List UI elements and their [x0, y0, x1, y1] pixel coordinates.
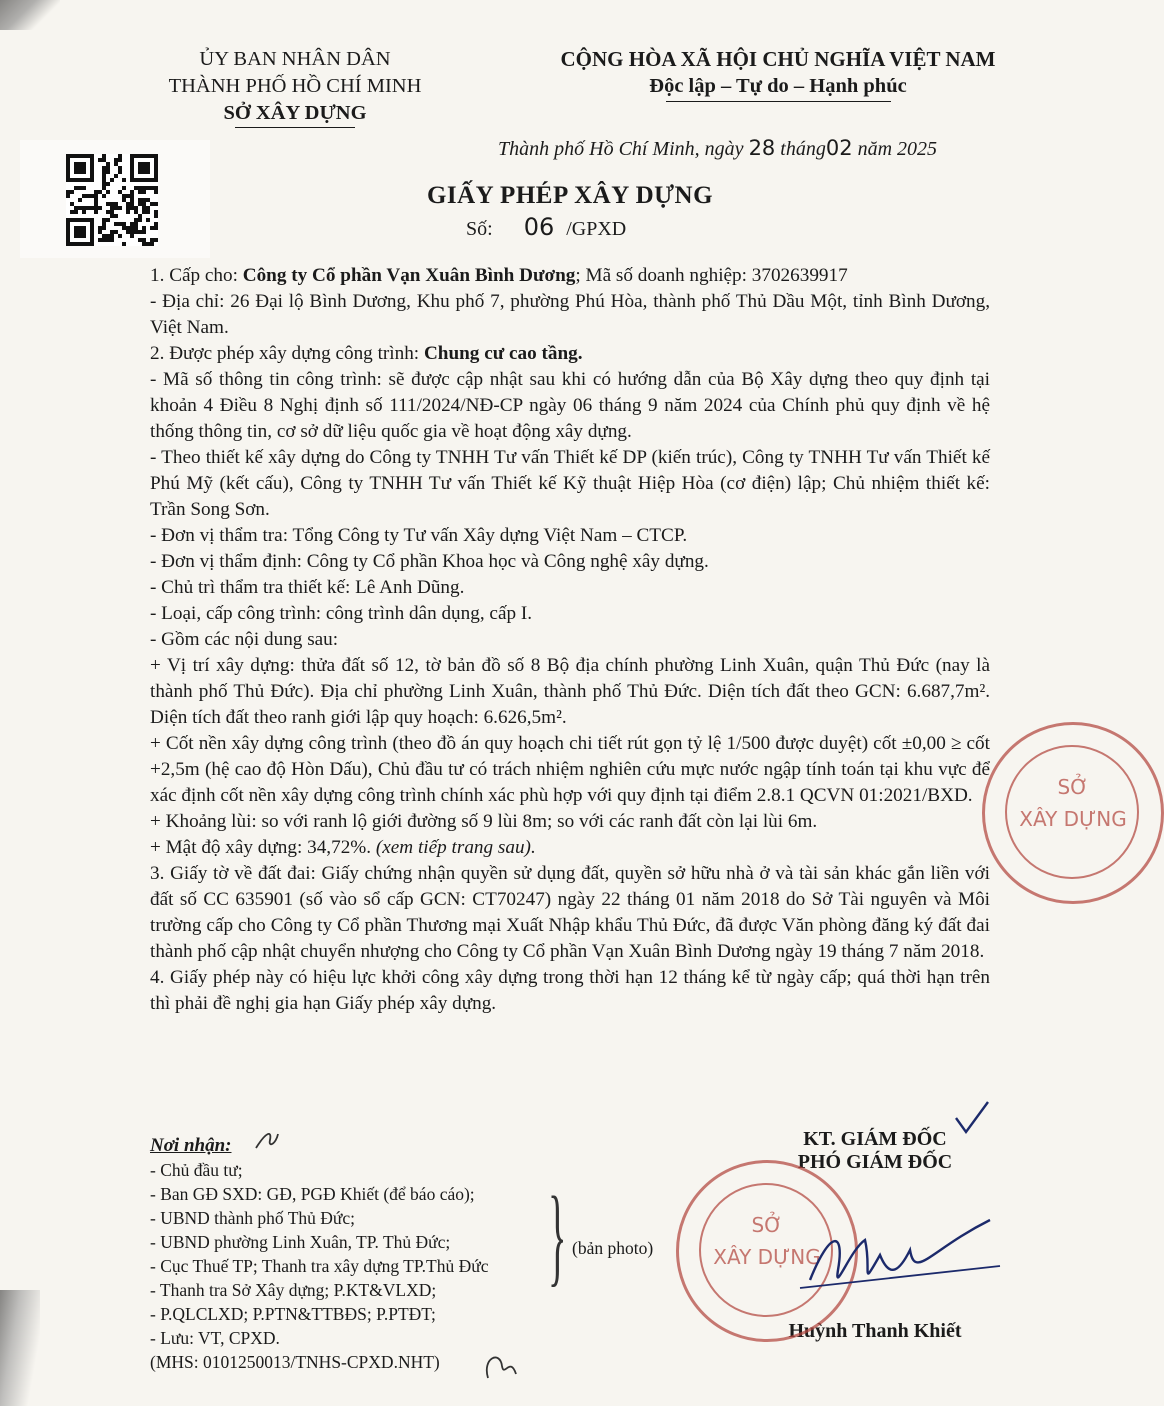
national-motto: Độc lập – Tự do – Hạnh phúc [649, 75, 907, 97]
section-2-item: - Chủ trì thẩm tra thiết kế: Lê Anh Dũng. [150, 577, 465, 598]
section-2-item: - Theo thiết kế xây dựng do Công ty TNHH Tư vấn Thiết kế DP (kiến trúc), Công ty TNHH Tư vấn Thiết kế Phú Mỹ (kết cấu), Công ty TNHH Tư vấn Thiết kế Kỹ thuật Hiệp Hòa (cơ điện) lập; Chủ nhiệm thiết kế: Trần Song Sơn. [150, 447, 990, 520]
issuer-header [140, 46, 450, 128]
qr-code-icon [66, 154, 158, 246]
recipient-item: - UBND phường Linh Xuân, TP. Thủ Đức; [150, 1232, 451, 1252]
issuer-line-2: THÀNH PHỐ HỒ CHÍ MINH [168, 75, 422, 97]
signature-line-1: KT. GIÁM ĐỐC [803, 1128, 947, 1150]
recipients-block [150, 1134, 488, 1374]
recipient-item: (MHS: 0101250013/TNHS-CPXD.NHT) [150, 1352, 440, 1372]
recipient-item: - Ban GĐ SXD: GĐ, PGĐ Khiết (để báo cáo); [150, 1184, 475, 1204]
date-month-label: tháng [780, 138, 826, 160]
date-prefix: Thành phố Hồ Chí Minh, ngày [498, 138, 744, 160]
signature-line-2: PHÓ GIÁM ĐỐC [797, 1151, 953, 1173]
approval-tick-icon [952, 1100, 992, 1140]
date-year: năm 2025 [857, 138, 938, 160]
recipients-title-text: Nơi nhận: [150, 1135, 232, 1156]
recipients-title [150, 1134, 488, 1158]
section-1-label: 1. Cấp cho: [150, 265, 238, 286]
photo-copy-note: (bản photo) [572, 1238, 654, 1258]
recipient-item: - Thanh tra Sở Xây dựng; P.KT&VLXD; [150, 1280, 437, 1300]
motto-underline [666, 101, 891, 102]
recipient-item: - P.QLCLXD; P.PTN&TTBĐS; P.PTĐT; [150, 1304, 436, 1324]
number-suffix: /GPXD [566, 218, 627, 240]
initial-mark-icon [252, 1128, 282, 1154]
recipient-item: - Chủ đầu tư; [150, 1160, 243, 1180]
seal-right-center-bottom: XÂY DỰNG [1019, 807, 1127, 831]
section-3-land-documents: 3. Giấy tờ về đất đai: Giấy chứng nhận quyền sử dụng đất, quyền sở hữu nhà ở và tài sản khác gắn liền với đất số CC 635901 (số vào sổ cấp GCN: CT70247) ngày 22 tháng 01 năm 2018 do Sở Tài nguyên và Môi trường cấp cho Công ty Cổ phần Thương mại Xuất Nhập khẩu Thủ Đức, đã được Văn phòng đăng ký đất đai thành phố cập nhật chuyển nhượng cho Công ty Cổ phần Vạn Xuân Bình Dương ngày 19 tháng 7 năm 2018. [150, 863, 990, 962]
construction-location: + Vị trí xây dựng: thửa đất số 12, tờ bản đồ số 8 Bộ địa chính phường Linh Xuân, quận Thủ Đức (nay là thành phố Thủ Đức). Địa chỉ phường Linh Xuân, thành phố Thủ Đức. Diện tích đất theo GCN: 6.687,7m². Diện tích đất theo ranh giới lập quy hoạch: 6.626,5m². [150, 655, 990, 728]
number-value: 06 [523, 213, 555, 241]
national-header [518, 46, 1038, 102]
recipient-item: - UBND thành phố Thủ Đức; [150, 1208, 356, 1228]
national-title: CỘNG HÒA XÃ HỘI CHỦ NGHĨA VIỆT NAM [560, 47, 996, 71]
brace-icon: } [548, 1174, 567, 1296]
seal-center-top: SỞ [751, 1213, 783, 1237]
building-density [150, 835, 990, 861]
paper-edge-bottom-left [0, 1290, 40, 1406]
permit-body [150, 263, 990, 1017]
initial-mark-bottom-icon [480, 1348, 520, 1388]
grantee-company: Công ty Cổ phần Vạn Xuân Bình Dương [242, 265, 576, 286]
date-day: 28 [748, 136, 776, 160]
recipient-item: - Lưu: VT, CPXD. [150, 1328, 280, 1348]
section-2-item: - Loại, cấp công trình: công trình dân dụng, cấp I. [150, 603, 533, 624]
paper-edge-top-left [0, 0, 60, 30]
document-title: GIẤY PHÉP XÂY DỰNG [426, 182, 714, 209]
date-month: 02 [825, 136, 853, 160]
project-name: Chung cư cao tầng. [423, 343, 583, 364]
section-1 [150, 263, 990, 289]
issuer-line-3: SỞ XÂY DỰNG [223, 102, 367, 124]
seal-right-center-top: SỞ [1057, 775, 1089, 799]
section-2-heading [150, 341, 990, 367]
section-2-item: - Gồm các nội dung sau: [150, 629, 339, 650]
issuer-line-1: ỦY BAN NHÂN DÂN [199, 48, 391, 70]
official-seal-right-edge [982, 722, 1164, 904]
section-4-validity: 4. Giấy phép này có hiệu lực khởi công xây dựng trong thời hạn 12 tháng kể từ ngày cấp; quá thời hạn trên thì phải đề nghị gia hạn Giấy phép xây dựng. [150, 967, 990, 1014]
signer-name: Huỳnh Thanh Khiết [788, 1320, 962, 1342]
handwritten-signature-icon [790, 1210, 1020, 1330]
section-2-item: - Đơn vị thẩm định: Công ty Cổ phần Khoa học và Công nghệ xây dựng. [150, 551, 709, 572]
section-2-item: - Đơn vị thẩm tra: Tổng Công ty Tư vấn Xây dựng Việt Nam – CTCP. [150, 525, 688, 546]
foundation-elevation: + Cốt nền xây dựng công trình (theo đồ án quy hoạch chi tiết rút gọn tỷ lệ 1/500 được duyệt) cốt ±0,00 ≥ cốt +2,5m (hệ cao độ Hòn Dấu), Chủ đầu tư có trách nhiệm nghiên cứu mực nước ngập tính toán tại khu vực để xác định cốt nền xây dựng công trình chính xác phù hợp với quy định tại điểm 2.8.1 QCVN 01:2021/BXD. [150, 733, 990, 806]
setback-distance: + Khoảng lùi: so với ranh lộ giới đường số 9 lùi 8m; so với các ranh đất còn lại lùi 6m. [150, 811, 818, 832]
section-2-item: - Mã số thông tin công trình: sẽ được cập nhật sau khi có hướng dẫn của Bộ Xây dựng theo quy định tại khoản 4 Điều 8 Nghị định số 111/2024/NĐ-CP ngày 06 tháng 9 năm 2024 của Chính phủ quy định về hệ thống thông tin, cơ sở dữ liệu quốc gia về hoạt động xây dựng. [150, 369, 990, 442]
density-value: + Mật độ xây dựng: 34,72%. [150, 837, 372, 858]
continued-note: (xem tiếp trang sau). [375, 837, 536, 858]
document-number [466, 213, 626, 241]
section-2-label: 2. Được phép xây dựng công trình: [150, 343, 420, 364]
issuer-underline [235, 127, 355, 128]
grantee-tax-code: ; Mã số doanh nghiệp: 3702639917 [575, 265, 848, 286]
grantee-address: - Địa chỉ: 26 Đại lộ Bình Dương, Khu phố 7, phường Phú Hòa, thành phố Thủ Dầu Một, tỉnh Bình Dương, Việt Nam. [150, 291, 990, 338]
seal-center-bottom: XÂY DỰNG [713, 1245, 821, 1269]
recipient-item: - Cục Thuế TP; Thanh tra xây dựng TP.Thủ Đức [150, 1256, 489, 1276]
number-label: Số: [466, 218, 493, 240]
issue-date [498, 136, 998, 161]
qr-code [66, 154, 158, 246]
